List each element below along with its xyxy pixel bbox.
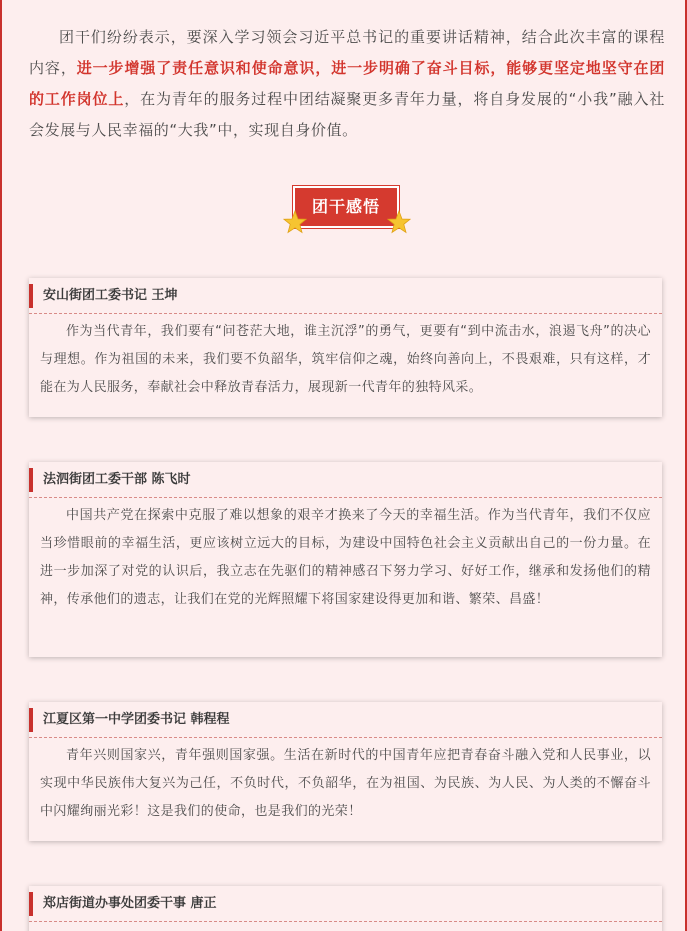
card-body-text: 青年兴则国家兴，青年强则国家强。生活在新时代的中国青年应把青春奋斗融入党和人民事业，以实现中华民族伟大复兴为己任，不负时代，不负韶华，在为祖国、为民族、为人民、为人类的不懈奋斗中闪耀绚丽光彩！这是我们的使命，也是我们的光荣！	[40, 748, 651, 819]
star-icon	[387, 210, 411, 234]
card-body-text	[29, 922, 662, 931]
reflection-card	[29, 462, 662, 657]
card-accent-bar	[29, 892, 33, 916]
reflection-card	[29, 278, 662, 417]
card-header	[29, 278, 662, 314]
card-author-title: 安山街团工委书记 王坤	[43, 288, 178, 303]
card-body-text: 中国共产党在探索中克服了难以想象的艰辛才换来了今天的幸福生活。作为当代青年，我们不仅应当珍惜眼前的幸福生活，更应该树立远大的目标，为建设中国特色社会主义贡献出自己的一份力量。在进一步加深了对党的认识后，我立志在先驱们的精神感召下努力学习、好好工作，继承和发扬他们的精神，传承他们的遗志，让我们在党的光辉照耀下将国家建设得更加和谐、繁荣、昌盛！	[40, 508, 651, 607]
section-badge	[285, 184, 407, 234]
card-header	[29, 702, 662, 738]
card-author-title: 郑店街道办事处团委干事 唐正	[43, 896, 217, 911]
card-body-text: 作为当代青年，我们要有“问苍茫大地，谁主沉浮”的勇气，更要有“到中流击水，浪遏飞舟”的决心与理想。作为祖国的未来，我们要不负韶华，筑牢信仰之魂，始终向善向上，不畏艰难，只有这样，才能在为人民服务，奉献社会中释放青春活力，展现新一代青年的独特风采。	[40, 324, 651, 395]
intro-highlight-text: 进一步增强了责任意识和使命意识，进一步明确了奋斗目标，能够更坚定地坚守在团的工作岗位上	[29, 59, 665, 108]
intro-text-start: 团干们纷纷表示，要深入学习领会习近平总书记的重要讲话精神，结合此次丰富的课程内容，	[29, 28, 665, 77]
card-accent-bar	[29, 468, 33, 492]
card-author-title: 法泗街团工委干部 陈飞时	[43, 472, 191, 487]
card-accent-bar	[29, 708, 33, 732]
reflection-card	[29, 702, 662, 841]
reflection-card	[29, 886, 662, 931]
card-header	[29, 462, 662, 498]
intro-text-end: ，在为青年的服务过程中团结凝聚更多青年力量，将自身发展的“小我”融入社会发展与人民幸福的“大我”中，实现自身价值。	[29, 90, 665, 139]
section-badge-label: 团干感悟	[293, 186, 399, 228]
intro-paragraph	[29, 22, 665, 146]
card-accent-bar	[29, 284, 33, 308]
card-header	[29, 886, 662, 922]
star-icon	[283, 210, 307, 234]
card-author-title: 江夏区第一中学团委书记 韩程程	[43, 712, 230, 727]
